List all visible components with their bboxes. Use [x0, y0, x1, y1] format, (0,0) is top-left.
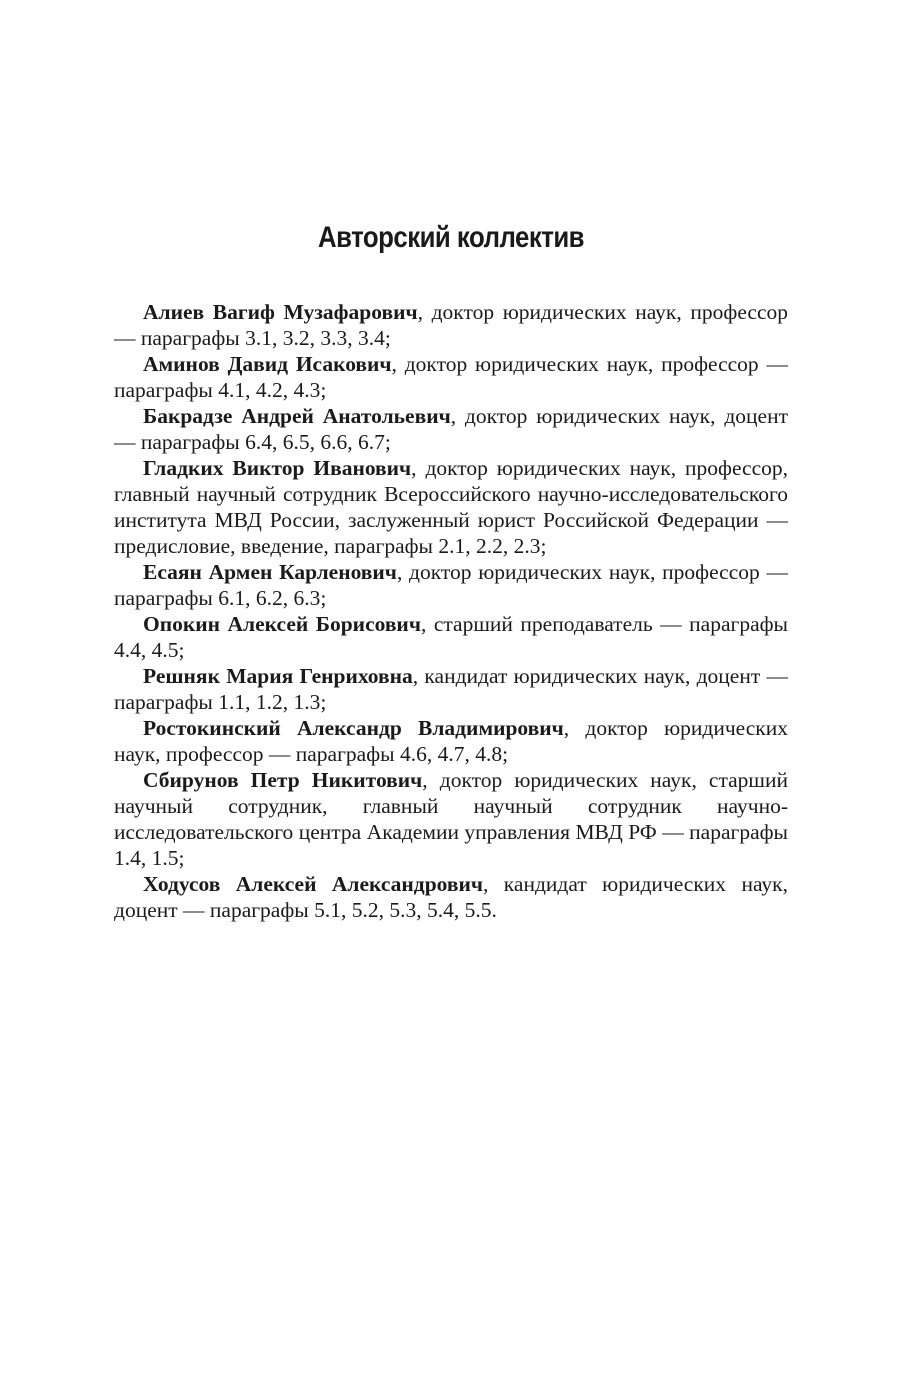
author-description: , доктор юридических наук, профессор, главный научный сотрудник Всероссийского научно-исследовательского института МВД России, заслуженный юрист Российской Федерации — предисловие, введение, параграфы 2.1, 2.2, 2.3; — [114, 456, 788, 558]
author-description: , доктор юридических наук, профессор — параграфы 4.1, 4.2, 4.3; — [114, 352, 788, 402]
author-entry — [114, 871, 788, 923]
author-entry — [114, 351, 788, 403]
author-description: , старший преподаватель — параграфы 4.4, 4.5; — [114, 612, 788, 662]
author-description: , доктор юридических наук, профессор — параграфы 3.1, 3.2, 3.3, 3.4; — [114, 300, 788, 350]
author-description: , кандидат юридических наук, доцент — параграфы 5.1, 5.2, 5.3, 5.4, 5.5. — [114, 872, 788, 922]
author-entry — [114, 403, 788, 455]
author-name: Ходусов Алексей Александрович — [143, 872, 483, 896]
authors-list — [114, 299, 788, 923]
author-name: Аминов Давид Исакович — [143, 352, 392, 376]
author-entry — [114, 299, 788, 351]
author-name: Сбирунов Петр Никитович — [143, 768, 423, 792]
author-description: , доктор юридических наук, доцент — параграфы 6.4, 6.5, 6.6, 6.7; — [114, 404, 788, 454]
author-entry — [114, 611, 788, 663]
page-title: Авторский коллектив — [317, 221, 585, 254]
author-entry — [114, 559, 788, 611]
author-entry — [114, 767, 788, 871]
author-name: Бакрадзе Андрей Анатольевич — [143, 404, 451, 428]
author-name: Решняк Мария Генриховна — [143, 664, 413, 688]
author-description: , доктор юридических наук, профессор — параграфы 4.6, 4.7, 4.8; — [114, 716, 788, 766]
author-entry — [114, 455, 788, 559]
author-name: Алиев Вагиф Музафарович — [143, 300, 418, 324]
author-name: Ростокинский Александр Владимирович — [143, 716, 564, 740]
author-description: , кандидат юридических наук, доцент — параграфы 1.1, 1.2, 1.3; — [114, 664, 789, 714]
author-entry — [114, 715, 788, 767]
author-entry — [114, 663, 788, 715]
author-name: Есаян Армен Карленович — [143, 560, 397, 584]
author-description: , доктор юридических наук, профессор — параграфы 6.1, 6.2, 6.3; — [114, 560, 788, 610]
author-name: Гладких Виктор Иванович — [143, 456, 412, 480]
author-description: , доктор юридических наук, старший научный сотрудник, главный научный сотрудник научно-исследовательского центра Академии управления МВД РФ — параграфы 1.4, 1.5; — [114, 768, 788, 870]
author-name: Опокин Алексей Борисович — [143, 612, 421, 636]
